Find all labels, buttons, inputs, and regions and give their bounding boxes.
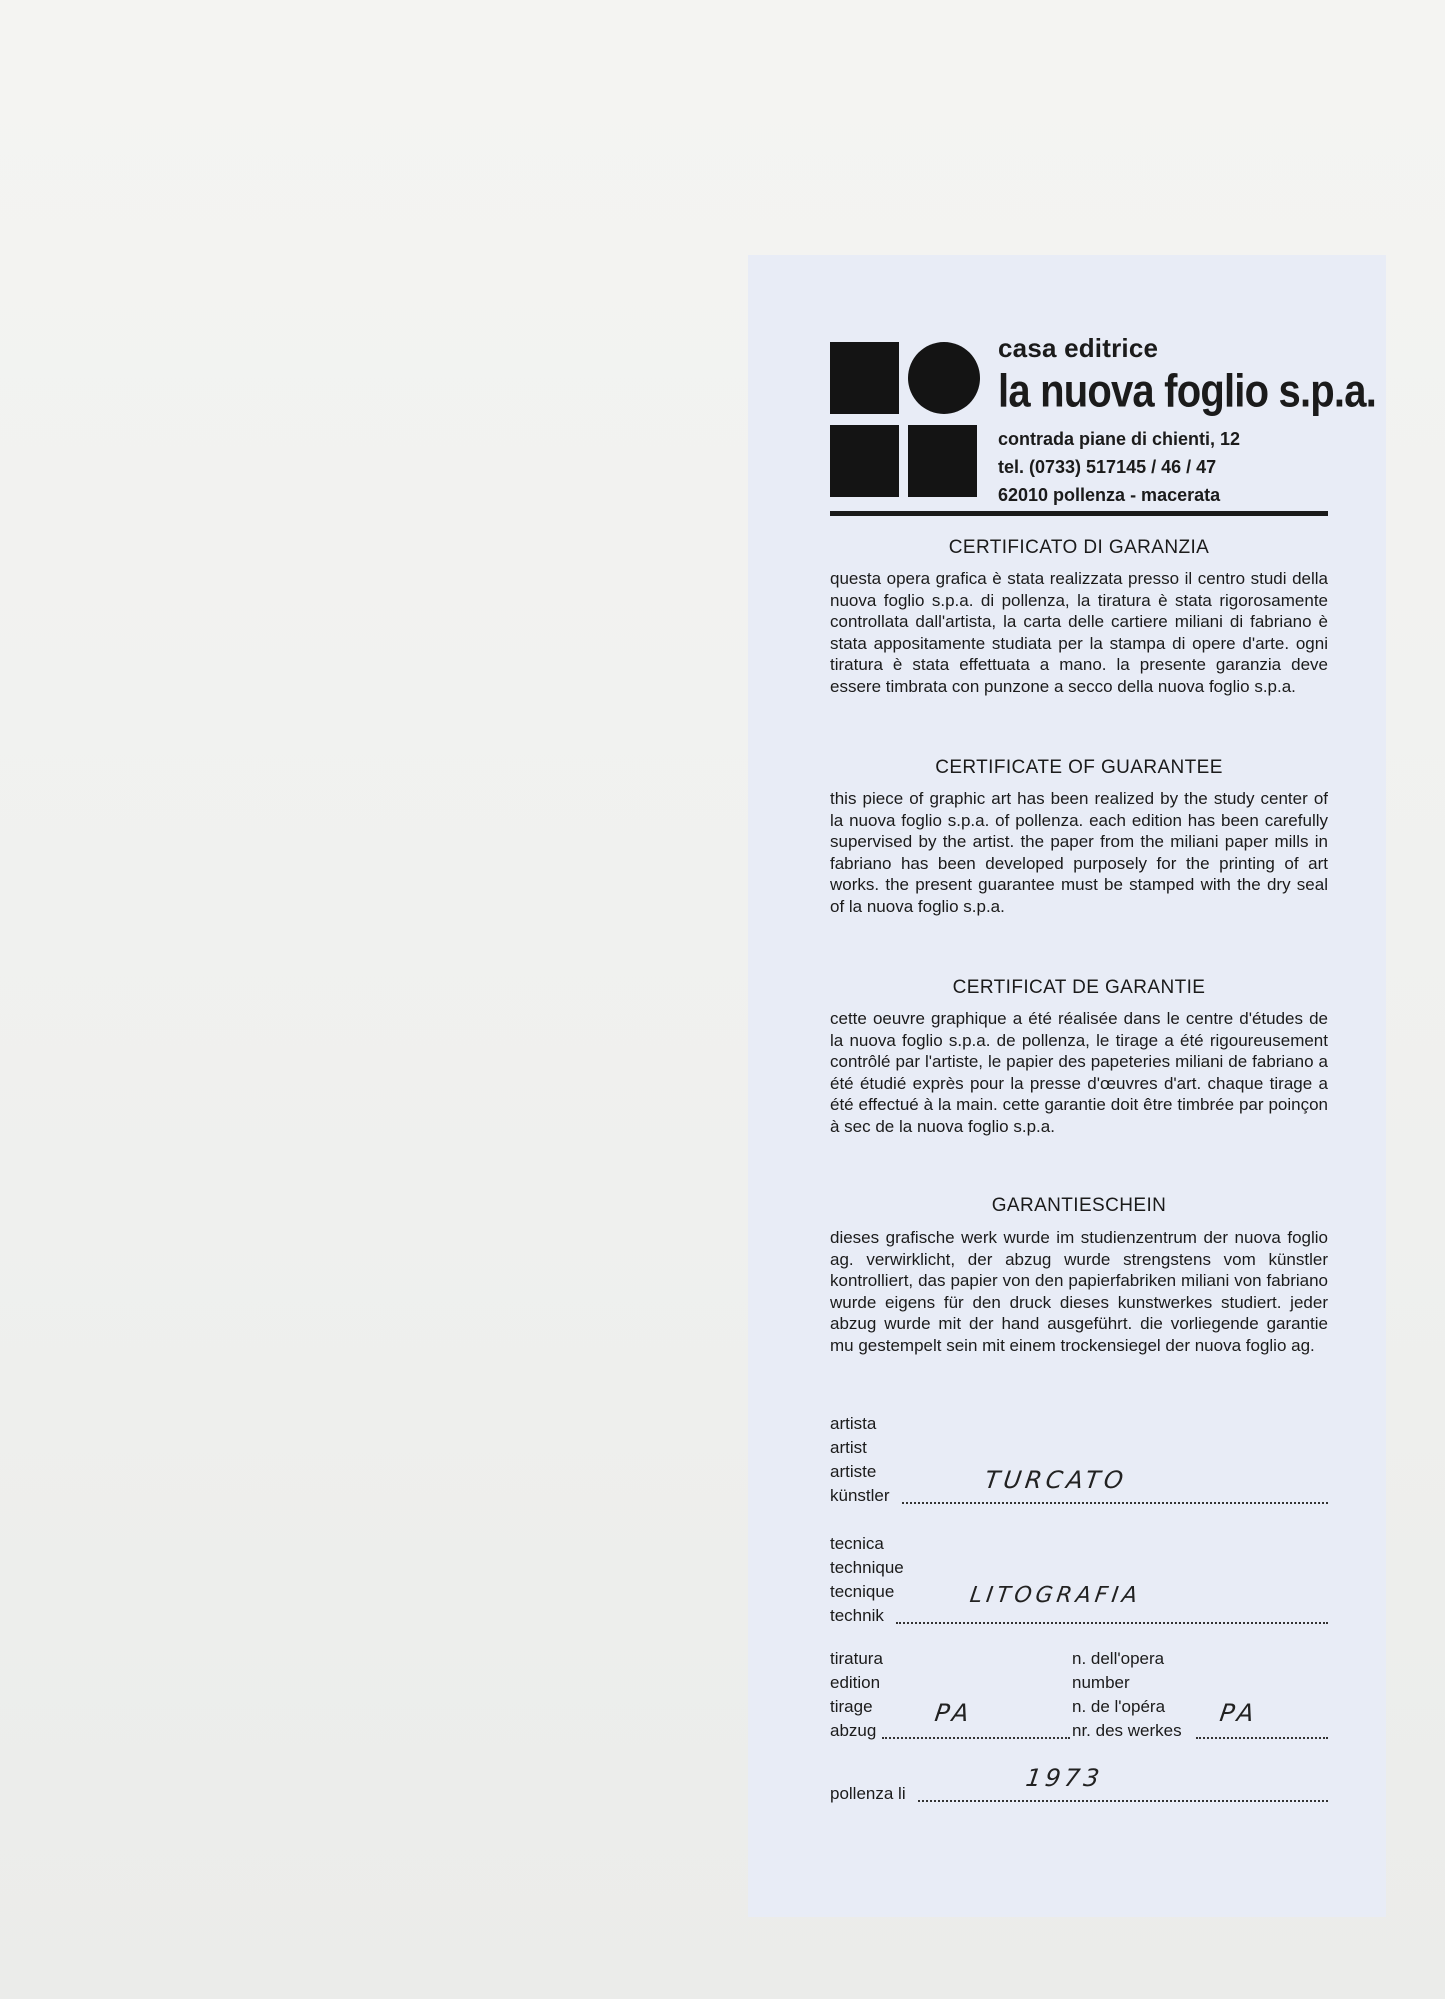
number-field	[1072, 1647, 1328, 1743]
date-row	[830, 1764, 1328, 1806]
certificate-card	[748, 255, 1386, 1917]
technique-field	[830, 1532, 1328, 1628]
artist-label-en: artist	[830, 1438, 867, 1457]
section-text-italian: questa opera grafica è stata realizzata presso il centro studi della nuova foglio s.p.a. di pollenza, la tiratura è stata rigorosamente controllata dall'artista, la carta delle cartiere miliani di fabriano è stata appositamente studiata per la stampa di opere d'arte. ogni tiratura è stata effettuata a mano. la presente garanzia deve essere timbrata con punzone a secco della nuova foglio s.p.a.	[830, 569, 1328, 696]
section-text-german: dieses grafische werk wurde im studienzentrum der nuova foglio ag. verwirklicht, der abzug wurde strengstens vom künstler kontrolliert, das papier von den papierfabriken miliani von fabriano wurde eigens für den druck dieses kunstwerkes studiert. jeder abzug wurde mit der hand ausgeführt. die vorliegende garantie mu gestempelt sein mit einem trockensiegel der nuova foglio ag.	[830, 1228, 1328, 1355]
date-field	[830, 1764, 1328, 1806]
technique-handwritten-value: LITOGRAFIA	[968, 1583, 1143, 1608]
date-dotted-line	[918, 1800, 1328, 1802]
section-title-italian: CERTIFICATO DI GARANZIA	[948, 537, 1210, 558]
artist-field	[830, 1412, 1328, 1508]
edition-label-it: tiratura	[830, 1649, 883, 1668]
number-label-en: number	[1072, 1673, 1130, 1692]
number-label-de: nr. des werkes	[1072, 1721, 1182, 1740]
artist-dotted-line	[902, 1502, 1328, 1504]
publisher-phone: tel. (0733) 517145 / 46 / 47	[998, 457, 1217, 477]
header-divider	[830, 511, 1328, 516]
publisher-city: 62010 pollenza - macerata	[998, 485, 1221, 505]
technique-label-it: tecnica	[830, 1534, 884, 1553]
publisher-name: la nuova foglio s.p.a.	[998, 366, 1377, 417]
edition-label-de: abzug	[830, 1721, 877, 1740]
artist-label-de: künstler	[830, 1486, 890, 1505]
date-handwritten-value: 1973	[1024, 1764, 1106, 1792]
number-label-it: n. dell'opera	[1072, 1649, 1165, 1668]
edition-handwritten-value: PA	[933, 1699, 975, 1727]
publisher-logo	[830, 342, 980, 497]
edition-dotted-line	[882, 1737, 1070, 1739]
artist-label-it: artista	[830, 1414, 877, 1433]
publisher-address: contrada piane di chienti, 12	[998, 429, 1241, 449]
logo-square-bottom-right	[908, 425, 977, 497]
section-text-french: cette oeuvre graphique a été réalisée dans le centre d'études de la nuova foglio s.p.a. de pollenza, le tirage a été rigoureusement contrôlé par l'artiste, le papier des papeteries miliani de fabriano a été étudié exprès pour la presse d'œuvres d'art. chaque tirage a été effectué à la main. cette garantie doit être timbrée par poinçon à sec de la nuova foglio s.p.a.	[830, 1009, 1328, 1136]
logo-circle	[908, 342, 980, 414]
number-label-fr: n. de l'opéra	[1072, 1697, 1166, 1716]
section-title-german: GARANTIESCHEIN	[991, 1195, 1167, 1216]
section-title-english: CERTIFICATE OF GUARANTEE	[935, 757, 1223, 778]
number-dotted-line	[1196, 1737, 1328, 1739]
edition-label-fr: tirage	[830, 1697, 873, 1716]
technique-dotted-line	[896, 1622, 1328, 1624]
artist-handwritten-value: TURCATO	[983, 1466, 1129, 1494]
technique-label-de: technik	[830, 1606, 884, 1625]
technique-label-fr: tecnique	[830, 1582, 895, 1601]
number-handwritten-value: PA	[1218, 1699, 1260, 1727]
publisher-subtitle: casa editrice	[998, 333, 1159, 363]
publisher-header	[998, 333, 1378, 509]
technique-label-en: technique	[830, 1558, 904, 1577]
edition-field	[830, 1647, 1070, 1743]
place-label: pollenza li	[830, 1784, 906, 1803]
logo-square-bottom-left	[830, 425, 899, 497]
logo-square-top-left	[830, 342, 899, 414]
section-title-french: CERTIFICAT DE GARANTIE	[952, 977, 1206, 998]
artist-label-fr: artiste	[830, 1462, 877, 1481]
edition-label-en: edition	[830, 1673, 881, 1692]
section-text-english: this piece of graphic art has been realized by the study center of la nuova foglio s.p.a. of pollenza. each edition has been carefully supervised by the artist. the paper from the miliani paper mills in fabriano has been developed purposely for the printing of art works. the present guarantee must be stamped with the dry seal of la nuova foglio s.p.a.	[830, 789, 1328, 916]
